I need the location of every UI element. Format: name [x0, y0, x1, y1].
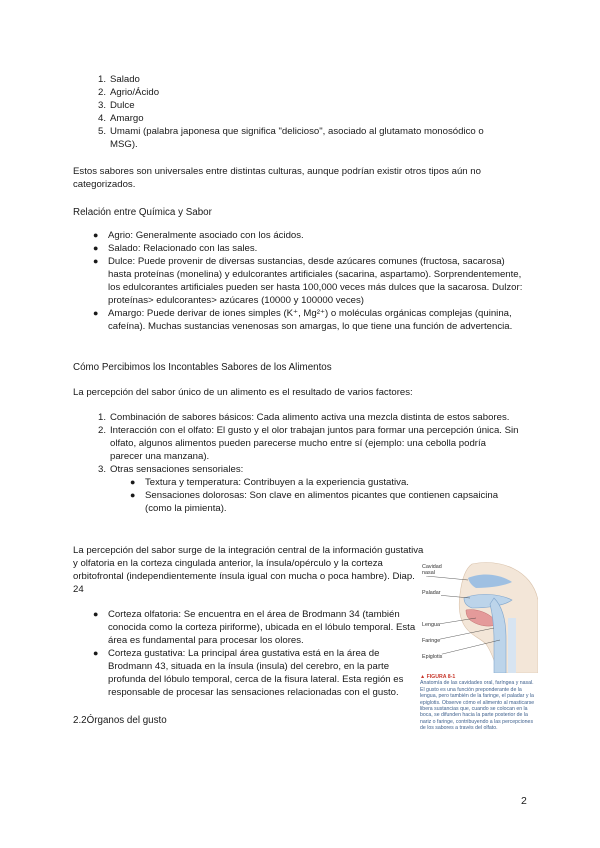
- figure-caption-text: Anatomía de las cavidades oral, faríngea y nasal. El gusto es una función preponderante de la lengua, pero también de la faringe, el paladar y la epiglotis. Observe cómo el alimento al masticarse libera sustancias que, cuando se colocan en la boca, se difunden hacia la parte posterior de la nariz o faringe, contribuyendo a las percepciones de los sabores a través del olfato.: [420, 680, 535, 732]
- taste-list: [97, 73, 510, 151]
- figure-caption-title: ▲ FIGURA 8-1: [420, 674, 456, 680]
- label-palate: Paladar: [422, 590, 441, 596]
- section-intro: La percepción del sabor único de un alimento es el resultado de varios factores:: [73, 387, 413, 398]
- bullet-icon: ●: [130, 490, 136, 500]
- list-item: ● Amargo: Puede derivar de iones simples (K⁺, Mg²⁺) o moléculas orgánicas complejas (quinina, cafeína). Muchas sustancias venenosas son amargas, lo que tiene una función de advertencia.: [93, 308, 513, 332]
- list-item: 1. Combinación de sabores básicos: Cada alimento activa una mezcla distinta de estos sabores.: [97, 412, 510, 423]
- bullet-icon: ●: [93, 256, 99, 266]
- list-item: 3. Dulce: [97, 100, 135, 111]
- list-item: 4. Amargo: [97, 113, 144, 124]
- label-pharynx: Faringe: [422, 638, 441, 644]
- list-item: 2. Interacción con el olfato: El gusto y el olor trabajan juntos para formar una percepción única. Sin olfato, algunos alimentos pueden parecerse mucho entre sí (ejemplo: una cebolla podría parecer una manzana).: [97, 425, 519, 462]
- anatomy-figure: [420, 558, 538, 768]
- integration-paragraph: La percepción del sabor surge de la integración central de la información gustativa y olfatoria en la corteza cingulada anterior, la ínsula/opérculo y la corteza orbitofrontal (independientemente ínsula igual con mucha o poca hambre). Diap. 24: [73, 545, 424, 595]
- bullet-icon: ●: [93, 243, 99, 253]
- bullet-icon: ●: [93, 230, 99, 240]
- chemistry-bullets: [93, 229, 526, 333]
- list-item: 1. Salado: [97, 74, 140, 85]
- section-heading-perception: Cómo Percibimos los Incontables Sabores de los Alimentos: [73, 362, 332, 373]
- list-item: ● Sensaciones dolorosas: Son clave en alimentos picantes que contienen capsaicina (como la pimienta).: [130, 490, 499, 514]
- list-item: 3. Otras sensaciones sensoriales: ● Textura y temperatura: Contribuyen a la experiencia gustativa. ● Sensaciones dolorosas: Son clave en alimentos picantes que contienen capsaicina (como la pimienta).: [110, 463, 520, 515]
- list-item: ● Corteza gustativa: La principal área gustativa está en la área de Brodmann 43, situada en la ínsula (insula) del cerebro, en la parte profunda del lóbulo temporal, cerca de la fisura lateral. Esta región es responsable de procesar las sensaciones relacionadas con el gusto.: [93, 648, 404, 698]
- list-item: ● Salado: Relacionado con las sales.: [93, 243, 258, 254]
- label-tongue: Lengua: [422, 622, 440, 628]
- sensations-sublist: [130, 476, 520, 515]
- section-heading-chemistry: Relación entre Química y Sabor: [73, 207, 212, 218]
- list-item: 5. Umami (palabra japonesa que significa "delicioso", asociado al glutamato monosódico o MSG).: [97, 126, 484, 150]
- cortex-bullets: [93, 608, 423, 699]
- list-item: ● Corteza olfatoria: Se encuentra en el área de Brodmann 34 (también conocida como la corteza piriforme), ubicada en el lóbulo temporal. Esta área es fundamental para procesar los olores.: [93, 609, 416, 646]
- bullet-icon: ●: [93, 648, 99, 658]
- bullet-icon: ●: [93, 308, 99, 318]
- list-item: ● Agrio: Generalmente asociado con los ácidos.: [93, 230, 304, 241]
- label-nasal-cavity: Cavidad nasal: [422, 564, 452, 576]
- bullet-icon: ●: [130, 477, 136, 487]
- list-item: ● Textura y temperatura: Contribuyen a la experiencia gustativa.: [130, 477, 409, 488]
- bullet-icon: ●: [93, 609, 99, 619]
- list-item: ● Dulce: Puede provenir de diversas sustancias, desde azúcares comunes (fructosa, sacarosa) hasta proteínas (monelina) y edulcorantes artificiales (sacarina, aspartamo). Sorprendentemente, los edulcorantes artificiales pueden ser hasta 100,000 veces más dulces que la sacarosa. Dulzor: proteínas> edulcorantes> azúcares (10000 y 100000 veces): [93, 256, 523, 306]
- figure-caption: [420, 674, 538, 732]
- factors-list: [97, 411, 520, 515]
- page-number: 2: [521, 795, 527, 807]
- label-epiglottis: Epiglotis: [422, 654, 443, 660]
- intro-paragraph: Estos sabores son universales entre distintas culturas, aunque podrían existir otros tipos aún no categorizados.: [73, 166, 481, 190]
- section-heading-organs: 2.2Órganos del gusto: [73, 715, 167, 726]
- list-item: 2. Agrio/Ácido: [97, 87, 160, 98]
